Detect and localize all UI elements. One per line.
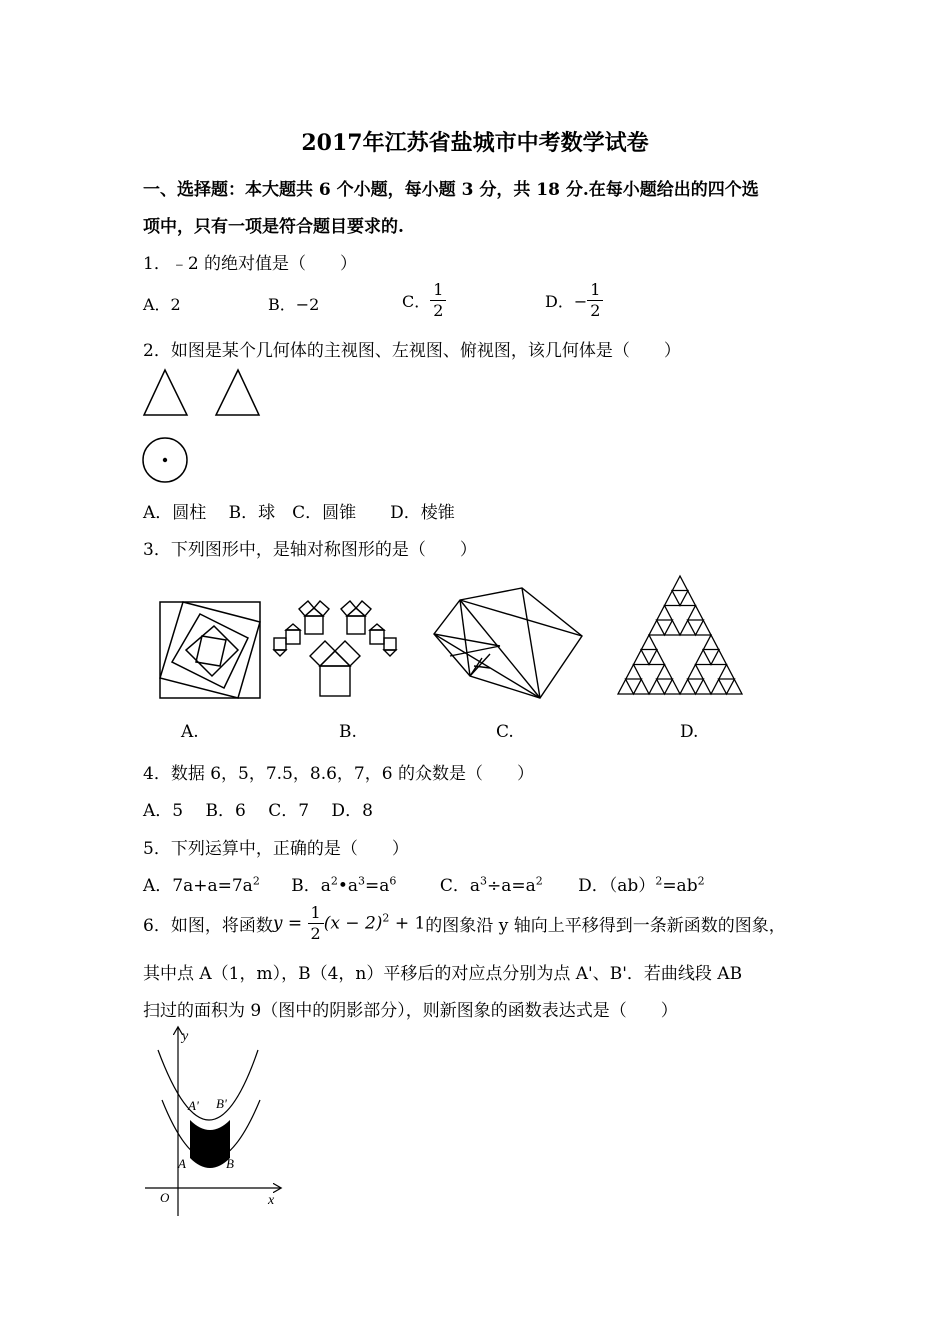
translated-parabola (158, 1050, 258, 1120)
q5-option-a (143, 876, 260, 896)
q6-post-text: 的图象沿 y 轴向上平移得到一条新函数的图象， (425, 916, 786, 936)
q5-b-text3: =a (365, 876, 390, 896)
q4-stem: 4．数据 6，5，7.5，8.6，7，6 的众数是（ ） (143, 764, 534, 784)
q5-stem: 5．下列运算中，正确的是（ ） (143, 839, 409, 859)
q5-b-exp1: 2 (330, 874, 338, 888)
section-heading-line1: 一、选择题：本大题共 6 个小题，每小题 3 分，共 18 分.在每小题给出的四个选 (143, 180, 759, 200)
q6-line3: 扫过的面积为 9（图中的阴影部分），则新图象的函数表达式是（ ） (143, 1001, 678, 1021)
q1-option-b: B．−2 (268, 295, 320, 314)
q1-c-numerator: 1 (430, 280, 446, 301)
q1-option-c (402, 280, 446, 321)
q5-c-text2: ÷a=a (486, 876, 536, 896)
q3-label-c: C. (496, 722, 514, 742)
q3-figure-a-nested-squares (158, 600, 263, 702)
q1-option-a: A．2 (143, 295, 181, 314)
q5-c-exp2: 2 (535, 874, 543, 888)
front-view-triangle (144, 370, 187, 415)
q3-figure-d-sierpinski-triangle (616, 574, 746, 698)
q5-option-b (291, 876, 396, 896)
q5-c-exp1: 3 (479, 874, 487, 888)
q3-label-a: A. (181, 722, 199, 742)
point-a-label: A (178, 1156, 186, 1171)
q5-option-c (440, 876, 543, 896)
q6-func-fraction (308, 903, 324, 944)
q1-option-c-fraction (430, 280, 446, 321)
q3-label-d: D. (680, 722, 699, 742)
q5-b-text1: B．a (291, 876, 331, 896)
q6-func-y: y (272, 913, 283, 934)
top-view-center-dot (163, 458, 167, 462)
q3-label-b: B. (339, 722, 357, 742)
x-axis-label: x (268, 1193, 275, 1208)
q1-option-d-fraction (587, 280, 603, 321)
point-b-prime-label: B' (216, 1096, 227, 1111)
q6-line1 (143, 903, 786, 944)
q5-c-text1: C．a (439, 876, 480, 896)
point-a-prime-label: A' (188, 1098, 199, 1113)
q6-func-eq: = (282, 913, 308, 934)
q5-b-text2: •a (337, 876, 359, 896)
q6-func-denominator: 2 (310, 924, 321, 943)
q5-a-text: A．7a+a=7a (143, 876, 253, 896)
q5-d-exp1: 2 (655, 874, 663, 888)
q2-stem: 2．如图是某个几何体的主视图、左视图、俯视图，该几何体是（ ） (143, 341, 681, 361)
q1-stem: 1．﹣2 的绝对值是（ ） (143, 254, 358, 274)
q5-options (143, 871, 705, 896)
q2-options: A．圆柱 B．球 C．圆锥 D．棱锥 (143, 503, 455, 523)
q6-function-graph (140, 1020, 290, 1220)
q6-func-numerator: 1 (308, 903, 324, 924)
q5-a-exp: 2 (252, 874, 260, 888)
q5-b-exp3: 6 (389, 874, 397, 888)
q4-options: A．5 B．6 C．7 D．8 (143, 801, 373, 821)
q1-option-c-label: C． (402, 292, 431, 311)
shaded-region (190, 1120, 230, 1168)
q5-d-text1: D．（ab） (578, 876, 656, 896)
q3-figure-b-pythagoras-tree (270, 596, 400, 702)
q1-d-numerator: 1 (587, 280, 603, 301)
q1-option-d-label: D．− (545, 292, 588, 311)
q5-d-text2: =ab (662, 876, 698, 896)
section-heading-line2: 项中，只有一项是符合题目要求的. (143, 217, 404, 237)
y-axis-label: y (182, 1029, 189, 1044)
side-view-triangle (216, 370, 259, 415)
q6-func-expr2: + 1 (389, 913, 426, 934)
q5-b-exp2: 3 (358, 874, 366, 888)
q6-func-expr1: (x − 2) (323, 913, 383, 934)
point-b-label: B (226, 1156, 234, 1171)
q6-func-exp: 2 (382, 911, 390, 925)
page-title: 2017年江苏省盐城市中考数学试卷 (301, 130, 649, 156)
q5-option-d (578, 876, 704, 896)
q3-stem: 3．下列图形中，是轴对称图形的是（ ） (143, 540, 477, 560)
q2-three-views-figure (140, 366, 270, 486)
q6-pre-text: 6．如图，将函数 (143, 916, 273, 936)
q6-line2: 其中点 A（1，m），B（4，n）平移后的对应点分别为点 A'、B'．若曲线段 AB (143, 964, 743, 984)
q3-figure-c-spiral-triangles (430, 586, 590, 706)
q1-c-denominator: 2 (433, 301, 444, 320)
origin-label: O (160, 1190, 170, 1205)
q1-d-denominator: 2 (590, 301, 601, 320)
q1-option-d (545, 280, 603, 321)
q5-d-exp2: 2 (697, 874, 705, 888)
